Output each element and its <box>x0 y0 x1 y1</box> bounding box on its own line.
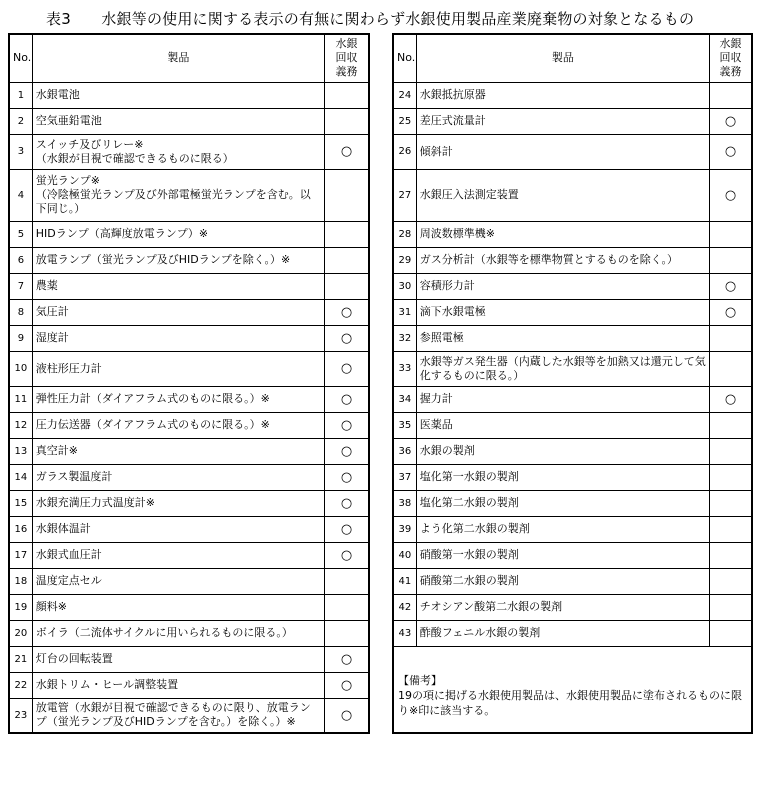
obligation-mark <box>324 108 369 134</box>
obligation-mark <box>324 273 369 299</box>
obligation-mark: ○ <box>710 299 752 325</box>
table-row <box>393 542 752 568</box>
table-row <box>9 134 369 169</box>
obligation-mark: ○ <box>324 134 369 169</box>
product-name: ボイラ（二流体サイクルに用いられるものに限る。） <box>32 620 324 646</box>
obligation-mark <box>324 594 369 620</box>
row-number: 12 <box>9 412 32 438</box>
product-name: 水銀電池 <box>32 82 324 108</box>
product-name: 硝酸第一水銀の製剤 <box>416 542 709 568</box>
table-row <box>393 169 752 221</box>
obligation-mark <box>710 351 752 386</box>
table-row <box>9 169 369 221</box>
table-row <box>9 698 369 733</box>
row-number: 35 <box>393 412 416 438</box>
product-name: 水銀式血圧計 <box>32 542 324 568</box>
header-row <box>9 34 369 82</box>
product-name: 水銀抵抗原器 <box>416 82 709 108</box>
product-name: HIDランプ（高輝度放電ランプ）※ <box>32 221 324 247</box>
product-name: 周波数標準機※ <box>416 221 709 247</box>
product-name: 医薬品 <box>416 412 709 438</box>
table-row <box>393 386 752 412</box>
product-name: ガス分析計（水銀等を標準物質とするものを除く。） <box>416 247 709 273</box>
remarks-text: 19の項に掲げる水銀使用製品は、水銀使用製品に塗布されるものに限り※印に該当する。 <box>398 689 742 717</box>
table-row <box>393 299 752 325</box>
product-name: 参照電極 <box>416 325 709 351</box>
obligation-mark: ○ <box>324 672 369 698</box>
table-row <box>393 412 752 438</box>
obligation-mark <box>710 325 752 351</box>
table-row <box>393 464 752 490</box>
remarks-box <box>392 647 753 734</box>
table-row <box>9 351 369 386</box>
header-product: 製品 <box>32 34 324 82</box>
table-row <box>393 82 752 108</box>
row-number: 29 <box>393 247 416 273</box>
page-title: 表3 水銀等の使用に関する表示の有無に関わらず水銀使用製品産業廃棄物の対象となるもの <box>46 10 695 28</box>
row-number: 42 <box>393 594 416 620</box>
table-row <box>9 594 369 620</box>
obligation-mark: ○ <box>324 542 369 568</box>
table-row <box>393 490 752 516</box>
row-number: 37 <box>393 464 416 490</box>
obligation-mark: ○ <box>324 351 369 386</box>
table-row <box>9 490 369 516</box>
products-table-left <box>8 33 370 734</box>
product-name: 液柱形圧力計 <box>32 351 324 386</box>
row-number: 19 <box>9 594 32 620</box>
obligation-mark <box>324 568 369 594</box>
obligation-mark <box>324 247 369 273</box>
table-row <box>393 438 752 464</box>
product-name: 湿度計 <box>32 325 324 351</box>
row-number: 43 <box>393 620 416 646</box>
header-obligation: 水銀 回収 義務 <box>324 34 369 82</box>
obligation-mark: ○ <box>324 698 369 733</box>
obligation-mark <box>710 82 752 108</box>
product-name: 水銀圧入法測定装置 <box>416 169 709 221</box>
table-body-left <box>9 82 369 733</box>
obligation-mark: ○ <box>324 299 369 325</box>
row-number: 1 <box>9 82 32 108</box>
obligation-mark: ○ <box>324 325 369 351</box>
row-number: 2 <box>9 108 32 134</box>
obligation-mark: ○ <box>710 108 752 134</box>
obligation-mark: ○ <box>324 386 369 412</box>
table-row <box>9 516 369 542</box>
obligation-mark: ○ <box>324 438 369 464</box>
header-no: No. <box>393 34 416 82</box>
table-row <box>9 386 369 412</box>
product-name: 滴下水銀電極 <box>416 299 709 325</box>
table-row <box>9 646 369 672</box>
table-row <box>393 221 752 247</box>
product-name: 水銀等ガス発生器（内蔵した水銀等を加熱又は還元して気化するものに限る。） <box>416 351 709 386</box>
product-name: 圧力伝送器（ダイアフラム式のものに限る。）※ <box>32 412 324 438</box>
row-number: 9 <box>9 325 32 351</box>
obligation-mark <box>710 516 752 542</box>
table-row <box>9 438 369 464</box>
row-number: 39 <box>393 516 416 542</box>
product-name: 容積形力計 <box>416 273 709 299</box>
obligation-mark: ○ <box>324 490 369 516</box>
row-number: 27 <box>393 169 416 221</box>
row-number: 28 <box>393 221 416 247</box>
obligation-mark <box>324 620 369 646</box>
obligation-mark <box>324 221 369 247</box>
row-number: 38 <box>393 490 416 516</box>
header-row <box>393 34 752 82</box>
table-row <box>393 247 752 273</box>
table-row <box>393 134 752 169</box>
product-name: 水銀充満圧力式温度計※ <box>32 490 324 516</box>
obligation-mark <box>710 247 752 273</box>
product-name: 酢酸フェニル水銀の製剤 <box>416 620 709 646</box>
row-number: 4 <box>9 169 32 221</box>
obligation-mark: ○ <box>324 464 369 490</box>
table-row <box>9 82 369 108</box>
obligation-mark: ○ <box>324 412 369 438</box>
obligation-mark: ○ <box>324 516 369 542</box>
table-row <box>393 351 752 386</box>
obligation-mark: ○ <box>324 646 369 672</box>
table-row <box>9 620 369 646</box>
table-row <box>9 672 369 698</box>
row-number: 10 <box>9 351 32 386</box>
table-row <box>9 412 369 438</box>
product-name: チオシアン酸第二水銀の製剤 <box>416 594 709 620</box>
products-table-right <box>392 33 753 647</box>
product-name: 水銀の製剤 <box>416 438 709 464</box>
row-number: 22 <box>9 672 32 698</box>
obligation-mark <box>324 82 369 108</box>
row-number: 18 <box>9 568 32 594</box>
product-name: 放電管（水銀が目視で確認できるものに限り、放電ランプ（蛍光ランプ及びHIDランプを含む。）を除く。）※ <box>32 698 324 733</box>
obligation-mark <box>710 464 752 490</box>
row-number: 24 <box>393 82 416 108</box>
product-name: 灯台の回転装置 <box>32 646 324 672</box>
product-name: スイッチ及びリレー※ （水銀が目視で確認できるものに限る） <box>32 134 324 169</box>
row-number: 25 <box>393 108 416 134</box>
product-name: 握力計 <box>416 386 709 412</box>
row-number: 40 <box>393 542 416 568</box>
obligation-mark <box>710 490 752 516</box>
row-number: 20 <box>9 620 32 646</box>
row-number: 41 <box>393 568 416 594</box>
obligation-mark <box>710 620 752 646</box>
table-row <box>393 620 752 646</box>
header-obligation: 水銀 回収 義務 <box>710 34 752 82</box>
product-name: 水銀体温計 <box>32 516 324 542</box>
row-number: 7 <box>9 273 32 299</box>
row-number: 34 <box>393 386 416 412</box>
obligation-mark <box>324 169 369 221</box>
product-name: 空気亜鉛電池 <box>32 108 324 134</box>
product-name: 顔料※ <box>32 594 324 620</box>
obligation-mark: ○ <box>710 386 752 412</box>
product-name: 農薬 <box>32 273 324 299</box>
table-row <box>9 108 369 134</box>
obligation-mark <box>710 221 752 247</box>
product-name: ガラス製温度計 <box>32 464 324 490</box>
table-row <box>393 594 752 620</box>
row-number: 32 <box>393 325 416 351</box>
row-number: 33 <box>393 351 416 386</box>
product-name: よう化第二水銀の製剤 <box>416 516 709 542</box>
row-number: 36 <box>393 438 416 464</box>
product-name: 蛍光ランプ※ （冷陰極蛍光ランプ及び外部電極蛍光ランプを含む。以下同じ。） <box>32 169 324 221</box>
product-name: 傾斜計 <box>416 134 709 169</box>
table-row <box>393 273 752 299</box>
table-row <box>9 542 369 568</box>
table-row <box>9 568 369 594</box>
row-number: 30 <box>393 273 416 299</box>
obligation-mark <box>710 412 752 438</box>
obligation-mark <box>710 568 752 594</box>
product-name: 硝酸第二水銀の製剤 <box>416 568 709 594</box>
product-name: 水銀トリム・ヒール調整装置 <box>32 672 324 698</box>
table-row <box>9 325 369 351</box>
table-row <box>393 516 752 542</box>
product-name: 差圧式流量計 <box>416 108 709 134</box>
table-row <box>9 464 369 490</box>
table-row <box>9 247 369 273</box>
obligation-mark <box>710 594 752 620</box>
row-number: 26 <box>393 134 416 169</box>
product-name: 放電ランプ（蛍光ランプ及びHIDランプを除く。）※ <box>32 247 324 273</box>
product-name: 塩化第二水銀の製剤 <box>416 490 709 516</box>
table-row <box>9 221 369 247</box>
product-name: 塩化第一水銀の製剤 <box>416 464 709 490</box>
header-product: 製品 <box>416 34 709 82</box>
product-name: 温度定点セル <box>32 568 324 594</box>
table-row <box>393 108 752 134</box>
row-number: 16 <box>9 516 32 542</box>
product-name: 真空計※ <box>32 438 324 464</box>
table-row <box>393 568 752 594</box>
table-row <box>393 325 752 351</box>
obligation-mark <box>710 438 752 464</box>
row-number: 11 <box>9 386 32 412</box>
row-number: 21 <box>9 646 32 672</box>
obligation-mark: ○ <box>710 169 752 221</box>
row-number: 23 <box>9 698 32 733</box>
product-name: 気圧計 <box>32 299 324 325</box>
row-number: 31 <box>393 299 416 325</box>
row-number: 8 <box>9 299 32 325</box>
product-name: 弾性圧力計（ダイアフラム式のものに限る。）※ <box>32 386 324 412</box>
row-number: 17 <box>9 542 32 568</box>
remarks-heading: 【備考】 <box>398 674 442 687</box>
obligation-mark: ○ <box>710 273 752 299</box>
row-number: 13 <box>9 438 32 464</box>
table-body-right <box>393 82 752 646</box>
obligation-mark <box>710 542 752 568</box>
row-number: 6 <box>9 247 32 273</box>
row-number: 14 <box>9 464 32 490</box>
obligation-mark: ○ <box>710 134 752 169</box>
row-number: 5 <box>9 221 32 247</box>
row-number: 15 <box>9 490 32 516</box>
header-no: No. <box>9 34 32 82</box>
table-row <box>9 299 369 325</box>
table-row <box>9 273 369 299</box>
row-number: 3 <box>9 134 32 169</box>
